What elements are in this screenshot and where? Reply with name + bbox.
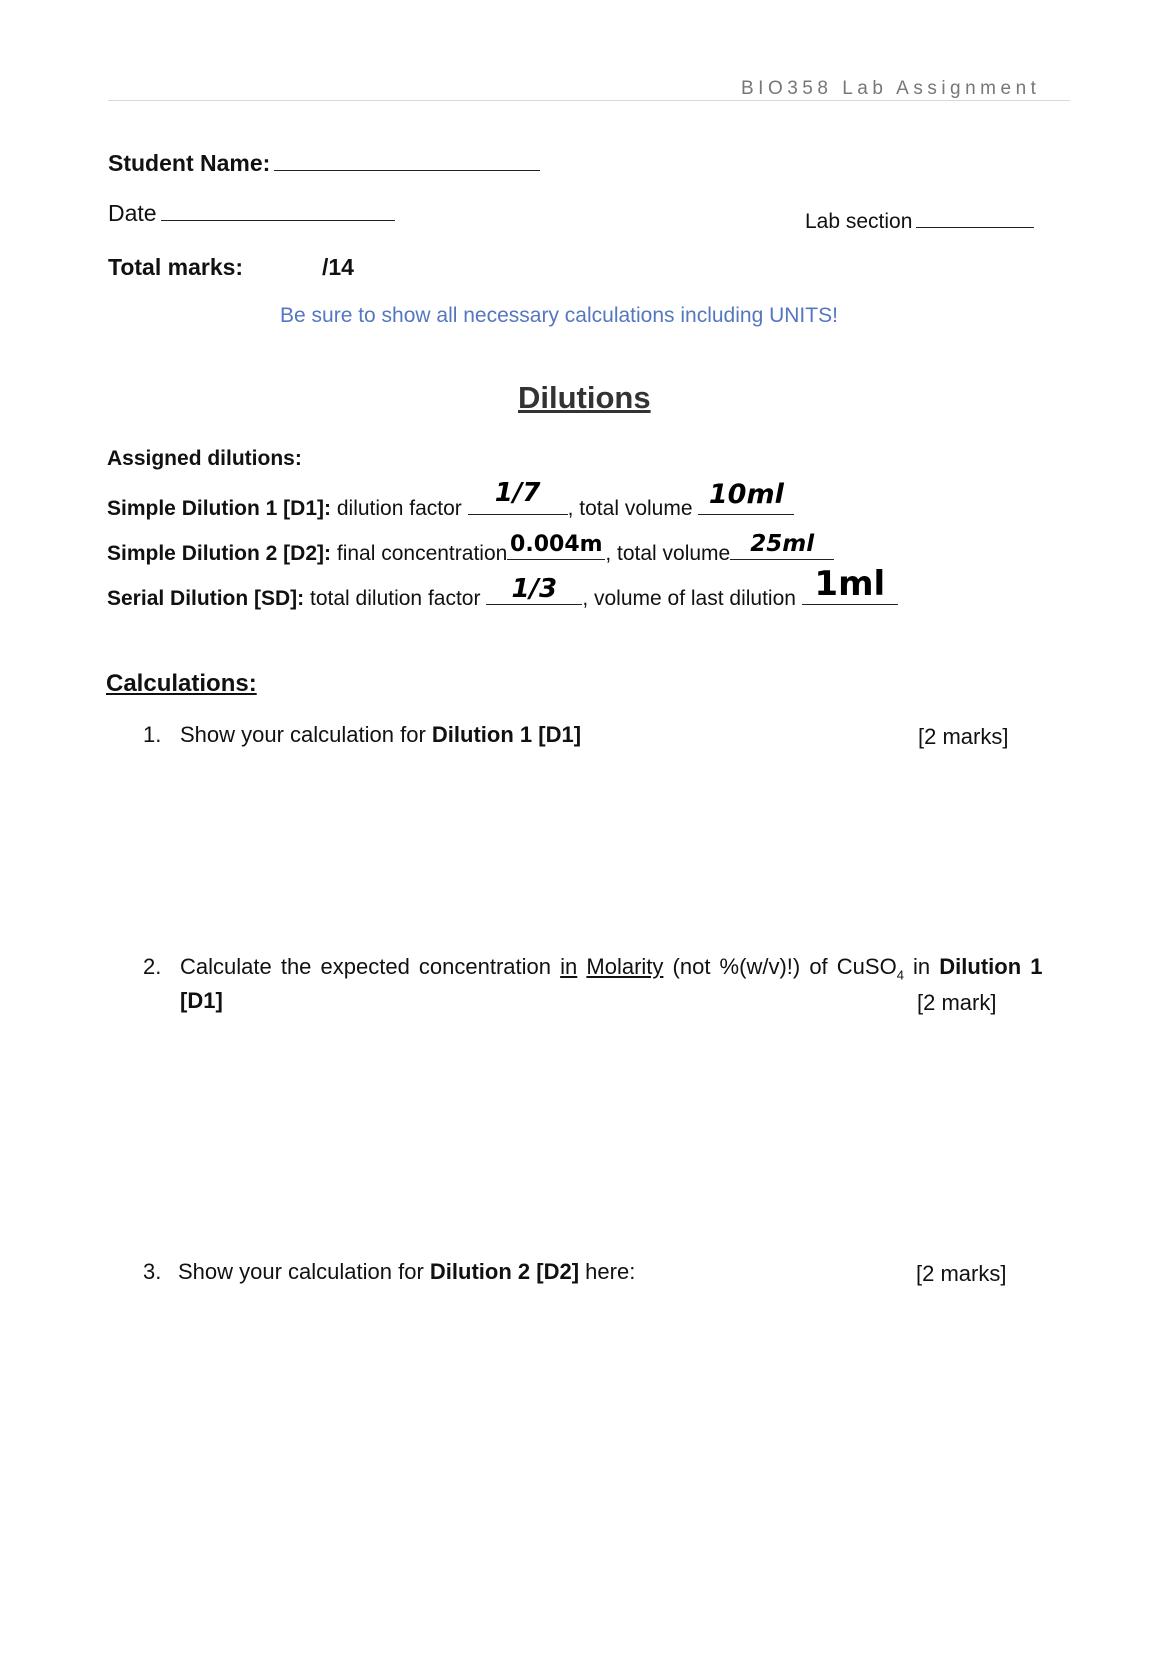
question-2-text (180, 954, 1043, 982)
student-name-row (108, 150, 540, 177)
date-label: Date (108, 200, 157, 226)
d1-field1: dilution factor (336, 497, 462, 520)
section-title: Dilutions (518, 380, 651, 415)
sd-label: Serial Dilution [SD]: (107, 587, 305, 610)
sd-field1: total dilution factor (310, 587, 481, 610)
d1-separator: , (567, 497, 574, 520)
assigned-dilutions-title: Assigned dilutions: (107, 447, 302, 470)
sd-answer1: 1/3 (511, 574, 558, 604)
question-3-text (178, 1259, 635, 1285)
date-row (108, 200, 395, 227)
d1-answer1-field[interactable] (468, 478, 568, 515)
d2-row (107, 531, 834, 566)
question-3-suffix: here: (585, 1259, 636, 1284)
question-2-prompt-b: (not %(w/v)!) of CuSO (672, 954, 897, 979)
sd-row (107, 564, 898, 611)
d2-answer1-field[interactable] (507, 532, 605, 560)
sd-answer2-field[interactable] (802, 564, 898, 605)
date-field[interactable] (161, 202, 395, 221)
question-2-target-line2: [D1] (180, 988, 223, 1013)
question-2-number: 2. (143, 954, 162, 979)
question-1-marks: [2 marks] (918, 724, 1009, 749)
d1-row (107, 478, 794, 521)
question-2-prompt-c: in (913, 954, 931, 979)
question-2-target: Dilution 1 (939, 954, 1043, 979)
question-2-prompt-a: Calculate the expected concentration (180, 954, 552, 979)
d2-separator: , (605, 542, 612, 565)
question-3-marks: [2 marks] (916, 1261, 1007, 1286)
header-title: BIO358 Lab Assignment (741, 78, 1041, 99)
question-1-text (180, 722, 581, 748)
calculations-title: Calculations: (106, 670, 257, 697)
d2-answer1: 0.004m (510, 532, 603, 557)
question-3-target: Dilution 2 [D2] (429, 1259, 580, 1284)
d1-answer2: 10ml (708, 479, 784, 510)
question-1-target: Dilution 1 [D1] (431, 722, 582, 747)
total-marks-value: /14 (322, 254, 354, 280)
question-1-prompt: Show your calculation for (180, 722, 426, 747)
d2-answer2-field[interactable] (730, 531, 834, 560)
d1-answer1: 1/7 (494, 478, 541, 508)
question-1-number: 1. (143, 722, 162, 747)
d2-label: Simple Dilution 2 [D2]: (107, 542, 332, 565)
question-2-underline-molarity: Molarity (586, 954, 664, 979)
lab-section-row (805, 209, 1034, 234)
sd-field2: volume of last dilution (594, 587, 796, 610)
d2-field1: final concentration (336, 542, 508, 565)
lab-section-field[interactable] (916, 209, 1034, 228)
instruction-note: Be sure to show all necessary calculations including UNITS! (280, 304, 838, 327)
question-3-prompt: Show your calculation for (178, 1259, 424, 1284)
student-name-field[interactable] (274, 152, 540, 171)
d2-field2: total volume (617, 542, 731, 565)
student-name-label: Student Name: (108, 150, 271, 176)
d1-answer2-field[interactable] (698, 479, 794, 515)
d1-field2: total volume (579, 497, 693, 520)
sd-answer1-field[interactable] (486, 574, 582, 605)
header-rule (108, 100, 1070, 101)
sd-answer2: 1ml (814, 564, 886, 604)
total-marks-label: Total marks: (108, 254, 244, 280)
question-2-subscript: 4 (896, 967, 904, 983)
question-2-underline-in: in (560, 954, 578, 979)
sd-separator: , (582, 587, 589, 610)
d2-answer2: 25ml (750, 531, 815, 557)
question-2-marks: [2 mark] (917, 990, 997, 1015)
lab-section-label: Lab section (805, 210, 913, 233)
question-3-number: 3. (143, 1259, 162, 1284)
d1-label: Simple Dilution 1 [D1]: (107, 497, 332, 520)
